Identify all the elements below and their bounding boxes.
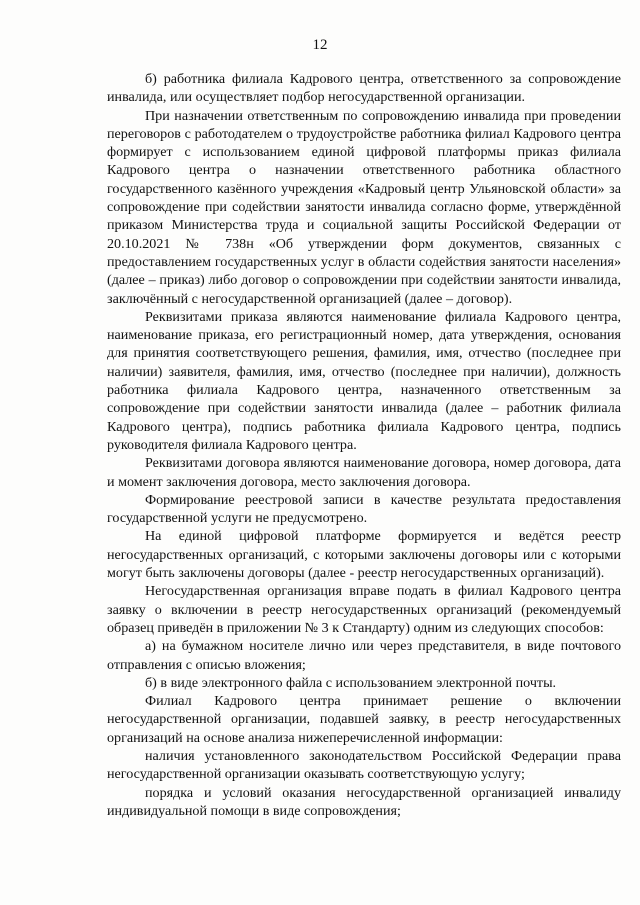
document-body [107, 70, 621, 820]
paragraph: Филиал Кадрового центра принимает решение о включении негосударственной организации, подавшей заявку, в реестр негосударственных организаций на основе анализа нижеперечисленной информации: [107, 693, 621, 746]
paragraph: Формирование реестровой записи в качестве результата предоставления государственной услуги не предусмотрено. [107, 491, 621, 527]
paragraph: б) работника филиала Кадрового центра, ответственного за сопровождение инвалида, или осуществляет подбор негосударственной организации. [107, 71, 621, 106]
paragraph: Реквизитами договора являются наименование договора, номер договора, дата и момент заключения договора, место заключения договора. [107, 455, 621, 490]
paragraph: На единой цифровой платформе формируется и ведётся реестр негосударственных организаций, с которыми заключены договоры или с которыми могут быть заключены договоры (далее - реестр негосударственных организаций). [107, 528, 621, 582]
paragraph: а) на бумажном носителе лично или через представителя, в виде почтового отправления с описью вложения; [107, 638, 621, 673]
paragraph: При назначении ответственным по сопровождению инвалида при проведении переговоров с работодателем о трудоустройстве работника филиал Кадрового центра формирует с использованием единой цифровой платформы приказ филиала Кадрового центра о назначении ответственного работника областного государственного казённого учреждения «Кадровый центр Ульяновской области» за сопровождение при содействии занятости инвалида согласно форме, утверждённой приказом Министерства труда и социальной защиты Российской Федерации от 20.10.2021 № 738н «Об утверждении форм документов, связанных с предоставлением государственных услуг в области содействия занятости населения» (далее – приказ) либо договор о сопровождении при содействии занятости инвалида, заключённый с негосударственной организацией (далее – договор). [107, 107, 621, 307]
paragraph: Негосударственная организация вправе подать в филиал Кадрового центра заявку о включении в реестр негосударственных организаций (рекомендуемый образец приведён в приложении № 3 к Стандарту) одним из следующих способов: [107, 583, 621, 636]
page-number: 12 [312, 37, 328, 53]
paragraph: наличия установленного законодательством Российской Федерации права негосударственной организации оказывать соответствующую услугу; [107, 747, 621, 783]
paragraph: порядка и условий оказания негосударственной организацией инвалиду индивидуальной помощи в виде сопровождения; [107, 784, 621, 819]
paragraph: Реквизитами приказа являются наименование филиала Кадрового центра, наименование приказа, его регистрационный номер, дата утверждения, основания для принятия соответствующего решения, фамилия, имя, отчество (последнее при наличии) заявителя, фамилия, имя, отчество (последнее при наличии), должность работника филиала Кадрового центра, назначенного ответственным за сопровождение при содействии занятости инвалида (далее – работник филиала Кадрового центра), подпись работника филиала Кадрового центра, подпись руководителя филиала Кадрового центра. [107, 308, 621, 453]
paragraph: б) в виде электронного файла с использованием электронной почты. [145, 674, 557, 691]
